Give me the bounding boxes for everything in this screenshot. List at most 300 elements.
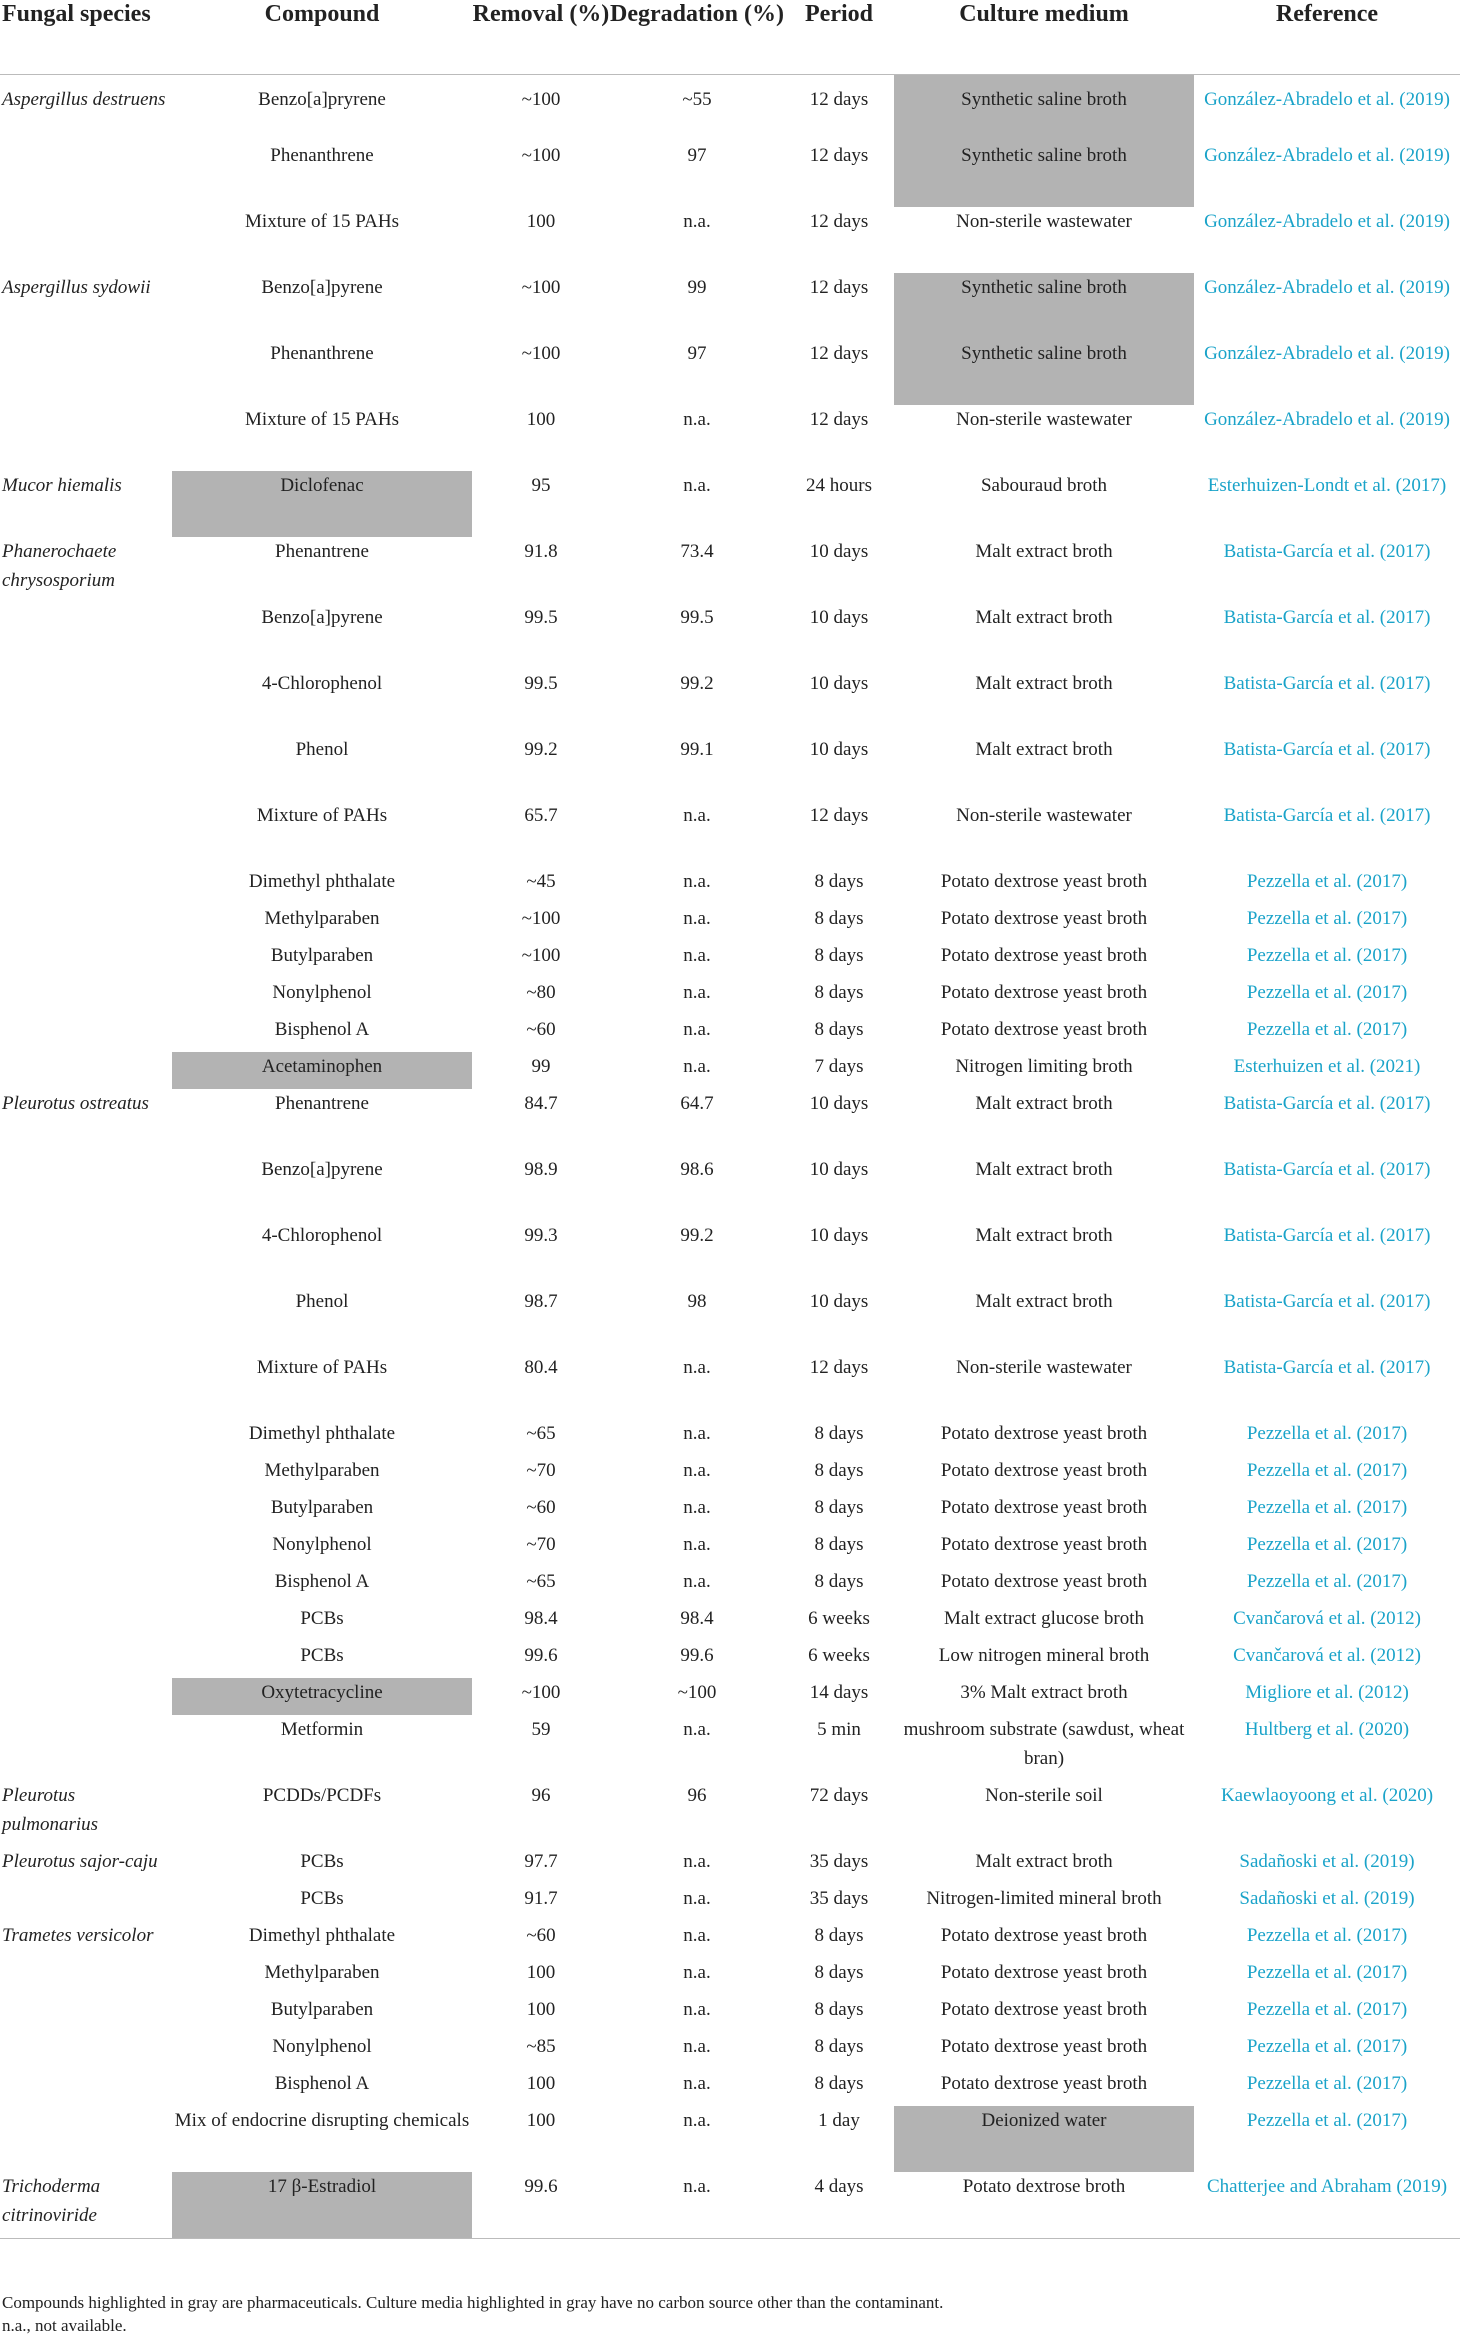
species-cell: Pleurotus ostreatus: [2, 1093, 149, 1114]
period-cell: 12 days: [809, 805, 869, 826]
reference-link[interactable]: Batista-García et al. (2017): [1223, 805, 1431, 826]
removal-cell: ~100: [521, 908, 561, 929]
compound-cell: Diclofenac: [172, 471, 472, 537]
reference-link[interactable]: Pezzella et al. (2017): [1246, 1423, 1408, 1444]
medium-cell: Nitrogen-limited mineral broth: [926, 1888, 1162, 1909]
degradation-cell: n.a.: [683, 945, 711, 966]
degradation-cell: n.a.: [683, 1888, 711, 1909]
removal-cell: 99: [531, 1056, 551, 1077]
table-row: [0, 2069, 1460, 2106]
table-row: [0, 1419, 1460, 1456]
reference-link[interactable]: González-Abradelo et al. (2019): [1204, 343, 1450, 364]
period-cell: 12 days: [809, 277, 869, 298]
table-row: [0, 735, 1460, 801]
period-cell: 10 days: [809, 1225, 869, 1246]
degradation-cell: 99.6: [680, 1645, 714, 1666]
header-species: Fungal species: [0, 0, 172, 75]
reference-link[interactable]: Pezzella et al. (2017): [1246, 2036, 1408, 2057]
removal-cell: 97.7: [524, 1851, 558, 1872]
degradation-cell: n.a.: [683, 908, 711, 929]
compound-cell: Butylparaben: [270, 1999, 374, 2020]
period-cell: 8 days: [814, 1571, 864, 1592]
medium-cell: Potato dextrose yeast broth: [940, 1962, 1148, 1983]
degradation-cell: 99.5: [680, 607, 714, 628]
compound-cell: Acetaminophen: [172, 1052, 472, 1089]
reference-link[interactable]: Batista-García et al. (2017): [1223, 541, 1431, 562]
table-row: [0, 1847, 1460, 1884]
period-cell: 1 day: [818, 2110, 860, 2131]
table-row: [0, 1958, 1460, 1995]
species-cell: [0, 1493, 172, 1530]
period-cell: 10 days: [809, 1159, 869, 1180]
medium-cell: Potato dextrose yeast broth: [940, 1460, 1148, 1481]
table-row: [0, 603, 1460, 669]
table-row: [0, 339, 1460, 405]
table-row: [0, 1089, 1460, 1155]
reference-link[interactable]: Pezzella et al. (2017): [1246, 2073, 1408, 2094]
reference-link[interactable]: González-Abradelo et al. (2019): [1204, 409, 1450, 430]
compound-cell: 4-Chlorophenol: [261, 673, 383, 694]
degradation-cell: n.a.: [683, 475, 711, 496]
medium-cell: Non-sterile wastewater: [956, 211, 1132, 232]
degradation-cell: n.a.: [683, 1962, 711, 1983]
reference-link[interactable]: Batista-García et al. (2017): [1223, 1159, 1431, 1180]
reference-link[interactable]: Pezzella et al. (2017): [1246, 871, 1408, 892]
removal-cell: 99.6: [472, 2172, 610, 2239]
degradation-cell: n.a.: [683, 2110, 711, 2131]
table-row: [0, 1052, 1460, 1089]
species-cell: [0, 904, 172, 941]
removal-cell: ~60: [526, 1925, 556, 1946]
removal-cell: 99.2: [524, 739, 558, 760]
period-cell: 12 days: [809, 211, 869, 232]
table-row: [0, 1641, 1460, 1678]
degradation-cell: n.a.: [683, 805, 711, 826]
medium-cell: Potato dextrose yeast broth: [940, 1019, 1148, 1040]
medium-cell: Potato dextrose broth: [894, 2172, 1194, 2239]
degradation-cell: ~100: [677, 1682, 717, 1703]
compound-cell: Nonylphenol: [272, 982, 372, 1003]
species-cell: [0, 941, 172, 978]
period-cell: 8 days: [814, 1423, 864, 1444]
reference-link[interactable]: Hultberg et al. (2020): [1244, 1719, 1410, 1740]
table-row: [0, 1287, 1460, 1353]
period-cell: 8 days: [814, 1962, 864, 1983]
reference-link[interactable]: Sadañoski et al. (2019): [1239, 1851, 1415, 1872]
table-row: [0, 75, 1460, 142]
degradation-cell: n.a.: [683, 1534, 711, 1555]
reference-link[interactable]: Batista-García et al. (2017): [1223, 673, 1431, 694]
reference-link[interactable]: Pezzella et al. (2017): [1246, 1962, 1408, 1983]
medium-cell: 3% Malt extract broth: [960, 1682, 1128, 1703]
species-cell: Phanerochaete chrysosporium: [2, 541, 117, 591]
medium-cell: Potato dextrose yeast broth: [940, 1925, 1148, 1946]
compound-cell: Bisphenol A: [274, 1019, 370, 1040]
degradation-cell: n.a.: [683, 2073, 711, 2094]
table-row: [0, 141, 1460, 207]
removal-cell: ~100: [521, 1682, 561, 1703]
header-degradation: Degradation (%): [610, 0, 784, 75]
medium-cell: Malt extract broth: [975, 1225, 1113, 1246]
reference-link[interactable]: Pezzella et al. (2017): [1246, 1497, 1408, 1518]
period-cell: 8 days: [814, 1925, 864, 1946]
table-header-row: [0, 0, 1460, 75]
period-cell: 35 days: [809, 1888, 869, 1909]
species-cell: [0, 1419, 172, 1456]
compound-cell: Phenanthrene: [270, 343, 374, 364]
degradation-cell: 99.2: [680, 673, 714, 694]
species-cell: [0, 1353, 172, 1419]
compound-cell: Dimethyl phthalate: [248, 871, 396, 892]
removal-cell: 99.6: [524, 1645, 558, 1666]
degradation-cell: n.a.: [683, 1497, 711, 1518]
period-cell: 10 days: [809, 607, 869, 628]
degradation-cell: ~55: [682, 89, 712, 110]
reference-link[interactable]: González-Abradelo et al. (2019): [1204, 211, 1450, 232]
period-cell: 72 days: [809, 1785, 869, 1806]
removal-cell: 100: [526, 1962, 556, 1983]
table-row: [0, 1995, 1460, 2032]
reference-link[interactable]: Batista-García et al. (2017): [1223, 1225, 1431, 1246]
degradation-cell: 98: [687, 1291, 707, 1312]
compound-cell: Phenol: [295, 739, 349, 760]
period-cell: 10 days: [809, 673, 869, 694]
species-cell: [0, 1456, 172, 1493]
table-row: [0, 867, 1460, 904]
removal-cell: ~70: [526, 1534, 556, 1555]
table-footnote: [2, 2291, 943, 2337]
degradation-cell: n.a.: [683, 1460, 711, 1481]
compound-cell: Phenantrene: [275, 1093, 369, 1114]
period-cell: 5 min: [817, 1719, 861, 1740]
removal-cell: 99.5: [524, 673, 558, 694]
degradation-cell: n.a.: [683, 1719, 711, 1740]
species-cell: [0, 339, 172, 405]
table-row: [0, 1221, 1460, 1287]
header-period: Period: [784, 0, 894, 75]
period-cell: 4 days: [784, 2172, 894, 2239]
medium-cell: Potato dextrose yeast broth: [940, 1534, 1148, 1555]
medium-cell: Potato dextrose yeast broth: [940, 945, 1148, 966]
degradation-cell: n.a.: [683, 211, 711, 232]
medium-cell: Nitrogen limiting broth: [955, 1056, 1133, 1077]
removal-cell: 98.7: [524, 1291, 558, 1312]
table-body: [0, 75, 1460, 2239]
removal-cell: 65.7: [524, 805, 558, 826]
period-cell: 8 days: [814, 1534, 864, 1555]
reference-link[interactable]: González-Abradelo et al. (2019): [1204, 145, 1450, 166]
compound-cell: 17 β-Estradiol: [172, 2172, 472, 2239]
period-cell: 12 days: [809, 1357, 869, 1378]
reference-link[interactable]: González-Abradelo et al. (2019): [1204, 277, 1450, 298]
species-cell: [0, 207, 172, 273]
period-cell: 14 days: [809, 1682, 869, 1703]
medium-cell: Potato dextrose yeast broth: [940, 982, 1148, 1003]
reference-link[interactable]: Kaewlaoyoong et al. (2020): [1220, 1785, 1434, 1806]
removal-cell: 99.3: [524, 1225, 558, 1246]
compound-cell: Methylparaben: [264, 1460, 380, 1481]
species-cell: [0, 405, 172, 471]
compound-cell: Mixture of PAHs: [256, 805, 388, 826]
medium-cell: Non-sterile wastewater: [956, 805, 1132, 826]
reference-link[interactable]: Pezzella et al. (2017): [1246, 945, 1408, 966]
removal-cell: 98.4: [524, 1608, 558, 1629]
medium-cell: Potato dextrose yeast broth: [940, 1423, 1148, 1444]
removal-cell: 100: [526, 2073, 556, 2094]
degradation-cell: 99: [687, 277, 707, 298]
medium-cell: mushroom substrate (sawdust, wheat bran): [903, 1719, 1185, 1769]
period-cell: 8 days: [814, 1019, 864, 1040]
table-row: [0, 669, 1460, 735]
removal-cell: ~70: [526, 1460, 556, 1481]
table-row: [0, 1155, 1460, 1221]
reference-link[interactable]: Batista-García et al. (2017): [1223, 1357, 1431, 1378]
compound-cell: Butylparaben: [270, 945, 374, 966]
removal-cell: ~85: [526, 2036, 556, 2057]
compound-cell: Nonylphenol: [272, 1534, 372, 1555]
species-cell: [0, 1715, 172, 1781]
reference-link[interactable]: Esterhuizen et al. (2021): [1233, 1056, 1421, 1077]
species-cell: [0, 603, 172, 669]
degradation-cell: n.a.: [683, 409, 711, 430]
compound-cell: Benzo[a]pyrene: [261, 277, 383, 298]
species-cell: Pleurotus sajor-caju: [2, 1851, 158, 1872]
degradation-cell: 96: [687, 1785, 707, 1806]
medium-cell: Malt extract broth: [975, 673, 1113, 694]
table-row: [0, 1921, 1460, 1958]
table-row: [0, 1604, 1460, 1641]
footnote-abbreviation: n.a., not available.: [2, 2316, 127, 2335]
species-cell: [0, 1015, 172, 1052]
medium-cell: Potato dextrose yeast broth: [940, 871, 1148, 892]
removal-cell: 100: [526, 1999, 556, 2020]
reference-link[interactable]: Pezzella et al. (2017): [1246, 1999, 1408, 2020]
table-row: [0, 405, 1460, 471]
species-cell: [0, 1052, 172, 1089]
degradation-cell: 98.6: [680, 1159, 714, 1180]
species-cell: Trametes versicolor: [2, 1925, 154, 1946]
compound-cell: Benzo[a]pryrene: [258, 89, 386, 110]
period-cell: 35 days: [809, 1851, 869, 1872]
table-row: [0, 2032, 1460, 2069]
reference-link[interactable]: Sadañoski et al. (2019): [1239, 1888, 1415, 1909]
medium-cell: Non-sterile wastewater: [956, 1357, 1132, 1378]
header-removal: Removal (%): [472, 0, 610, 75]
reference-link[interactable]: Pezzella et al. (2017): [1246, 1019, 1408, 1040]
compound-cell: Metformin: [280, 1719, 364, 1740]
removal-cell: ~60: [526, 1497, 556, 1518]
table-row: [0, 1715, 1460, 1781]
reference-link[interactable]: Pezzella et al. (2017): [1246, 908, 1408, 929]
period-cell: 6 weeks: [808, 1608, 870, 1629]
species-cell: [0, 1884, 172, 1921]
compound-cell: Phenantrene: [275, 541, 369, 562]
period-cell: 24 hours: [806, 475, 872, 496]
period-cell: 8 days: [814, 1460, 864, 1481]
medium-cell: Malt extract broth: [975, 1291, 1113, 1312]
compound-cell: PCDDs/PCDFs: [262, 1785, 382, 1806]
medium-cell: Synthetic saline broth: [894, 339, 1194, 405]
table-row: [0, 1493, 1460, 1530]
degradation-cell: n.a.: [683, 871, 711, 892]
medium-cell: Potato dextrose yeast broth: [940, 908, 1148, 929]
degradation-cell: 99.2: [680, 1225, 714, 1246]
table-row: [0, 2106, 1460, 2172]
species-cell: [0, 2106, 172, 2172]
removal-cell: ~100: [521, 89, 561, 110]
reference-link[interactable]: Pezzella et al. (2017): [1246, 1571, 1408, 1592]
medium-cell: Deionized water: [894, 2106, 1194, 2172]
degradation-cell: 64.7: [680, 1093, 714, 1114]
header-reference: Reference: [1194, 0, 1460, 75]
period-cell: 10 days: [809, 1291, 869, 1312]
removal-cell: ~60: [526, 1019, 556, 1040]
species-cell: [0, 1567, 172, 1604]
reference-link[interactable]: González-Abradelo et al. (2019): [1204, 89, 1450, 110]
reference-link[interactable]: Esterhuizen-Londt et al. (2017): [1207, 475, 1447, 496]
species-cell: [0, 801, 172, 867]
period-cell: 8 days: [814, 945, 864, 966]
reference-link[interactable]: Pezzella et al. (2017): [1246, 982, 1408, 1003]
medium-cell: Malt extract broth: [975, 607, 1113, 628]
removal-cell: ~100: [521, 145, 561, 166]
compound-cell: Oxytetracycline: [172, 1678, 472, 1715]
degradation-cell: n.a.: [683, 1056, 711, 1077]
table-row: [0, 1567, 1460, 1604]
period-cell: 12 days: [809, 89, 869, 110]
medium-cell: Non-sterile soil: [985, 1785, 1103, 1806]
table-row: [0, 1884, 1460, 1921]
degradation-cell: 97: [687, 343, 707, 364]
removal-cell: 100: [526, 2110, 556, 2131]
reference-link[interactable]: Cvančarová et al. (2012): [1233, 1608, 1421, 1629]
table-row: [0, 904, 1460, 941]
degradation-cell: 97: [687, 145, 707, 166]
removal-cell: ~65: [526, 1423, 556, 1444]
removal-cell: 80.4: [524, 1357, 558, 1378]
compound-cell: 4-Chlorophenol: [261, 1225, 383, 1246]
removal-cell: ~80: [526, 982, 556, 1003]
period-cell: 8 days: [814, 1497, 864, 1518]
period-cell: 7 days: [814, 1056, 864, 1077]
species-cell: [0, 978, 172, 1015]
reference-link[interactable]: Batista-García et al. (2017): [1223, 1291, 1431, 1312]
removal-cell: 91.7: [524, 1888, 558, 1909]
period-cell: 8 days: [814, 2036, 864, 2057]
removal-cell: ~100: [521, 945, 561, 966]
compound-cell: Phenanthrene: [270, 145, 374, 166]
table-row: [0, 1353, 1460, 1419]
reference-link[interactable]: Batista-García et al. (2017): [1223, 1093, 1431, 1114]
reference-link[interactable]: Migliore et al. (2012): [1245, 1682, 1409, 1703]
degradation-cell: n.a.: [683, 2036, 711, 2057]
reference-link[interactable]: Batista-García et al. (2017): [1223, 607, 1431, 628]
period-cell: 8 days: [814, 908, 864, 929]
period-cell: 10 days: [809, 541, 869, 562]
removal-cell: 96: [531, 1785, 551, 1806]
reference-link[interactable]: Pezzella et al. (2017): [1246, 2110, 1408, 2131]
medium-cell: Potato dextrose yeast broth: [940, 1571, 1148, 1592]
degradation-cell: n.a.: [683, 1019, 711, 1040]
compound-cell: Benzo[a]pyrene: [261, 1159, 383, 1180]
species-cell: [0, 2032, 172, 2069]
period-cell: 10 days: [809, 1093, 869, 1114]
medium-cell: Sabouraud broth: [980, 475, 1108, 496]
compound-cell: Bisphenol A: [274, 2073, 370, 2094]
removal-cell: 95: [531, 475, 551, 496]
degradation-cell: n.a.: [683, 982, 711, 1003]
reference-link[interactable]: Pezzella et al. (2017): [1246, 1460, 1408, 1481]
medium-cell: Malt extract glucose broth: [944, 1608, 1144, 1629]
degradation-cell: 98.4: [680, 1608, 714, 1629]
medium-cell: Synthetic saline broth: [894, 141, 1194, 207]
table-row: [0, 273, 1460, 339]
removal-cell: 100: [526, 409, 556, 430]
compound-cell: Mixture of 15 PAHs: [245, 409, 399, 430]
medium-cell: Malt extract broth: [975, 739, 1113, 760]
medium-cell: Non-sterile wastewater: [956, 409, 1132, 430]
compound-cell: Nonylphenol: [272, 2036, 372, 2057]
reference-link[interactable]: Pezzella et al. (2017): [1246, 1925, 1408, 1946]
reference-link[interactable]: Chatterjee and Abraham (2019): [1194, 2172, 1460, 2239]
table-row: [0, 1456, 1460, 1493]
header-medium: Culture medium: [894, 0, 1194, 75]
compound-cell: Methylparaben: [264, 908, 380, 929]
period-cell: 6 weeks: [808, 1645, 870, 1666]
table-row: [0, 978, 1460, 1015]
reference-link[interactable]: Batista-García et al. (2017): [1223, 739, 1431, 760]
species-cell: [0, 141, 172, 207]
species-cell: [0, 735, 172, 801]
period-cell: 8 days: [814, 982, 864, 1003]
removal-cell: 98.9: [524, 1159, 558, 1180]
degradation-cell: n.a.: [683, 1423, 711, 1444]
species-cell: [0, 1604, 172, 1641]
table-row: [0, 471, 1460, 537]
table-row: [0, 2172, 1460, 2239]
medium-cell: Low nitrogen mineral broth: [938, 1645, 1150, 1666]
species-cell: [0, 867, 172, 904]
footnote-highlight-legend: Compounds highlighted in gray are pharmaceuticals. Culture media highlighted in gray have no carbon source other than the contaminant.: [2, 2293, 944, 2312]
table-row: [0, 1678, 1460, 1715]
species-cell: Mucor hiemalis: [2, 475, 122, 496]
compound-cell: PCBs: [300, 1888, 344, 1909]
degradation-cell: 73.4: [680, 541, 714, 562]
removal-cell: ~45: [526, 871, 556, 892]
reference-link[interactable]: Pezzella et al. (2017): [1246, 1534, 1408, 1555]
species-cell: [0, 669, 172, 735]
medium-cell: Potato dextrose yeast broth: [940, 1999, 1148, 2020]
compound-cell: PCBs: [300, 1851, 344, 1872]
removal-cell: ~65: [526, 1571, 556, 1592]
degradation-cell: n.a.: [683, 1999, 711, 2020]
medium-cell: Synthetic saline broth: [894, 273, 1194, 339]
compound-cell: Dimethyl phthalate: [248, 1423, 396, 1444]
species-cell: [0, 1641, 172, 1678]
species-cell: Trichoderma citrinoviride: [0, 2172, 172, 2239]
reference-link[interactable]: Cvančarová et al. (2012): [1233, 1645, 1421, 1666]
degradation-cell: n.a.: [610, 2172, 784, 2239]
species-cell: [0, 1530, 172, 1567]
species-cell: [0, 1221, 172, 1287]
compound-cell: Benzo[a]pyrene: [261, 607, 383, 628]
compound-cell: Bisphenol A: [274, 1571, 370, 1592]
period-cell: 8 days: [814, 2073, 864, 2094]
degradation-cell: n.a.: [683, 1571, 711, 1592]
table-row: [0, 801, 1460, 867]
table-row: [0, 1015, 1460, 1052]
header-compound: Compound: [172, 0, 472, 75]
